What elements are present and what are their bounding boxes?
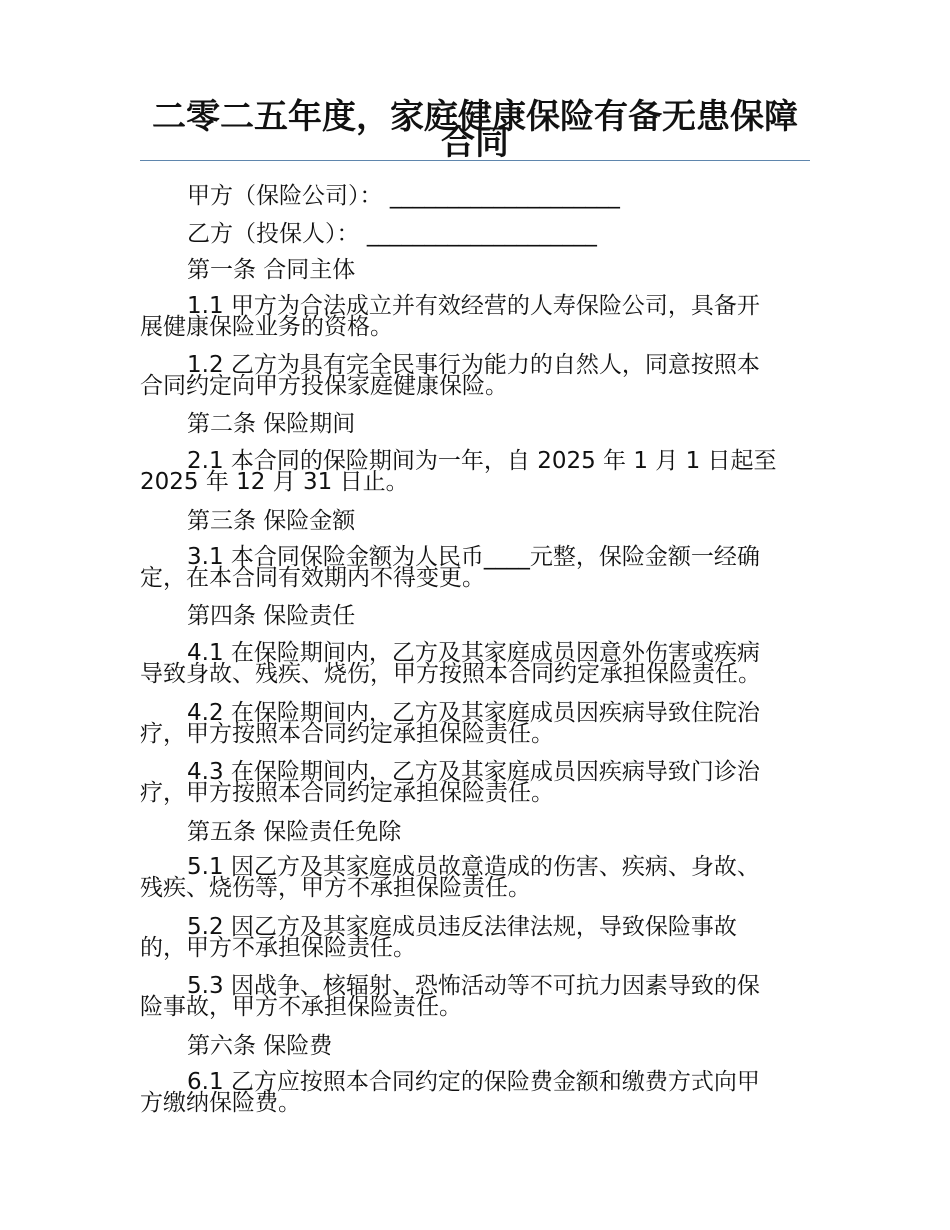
- clause-4-1: [140, 640, 810, 687]
- clause-4-3-line-1: 4.3 在保险期间内，乙方及其家庭成员因疾病导致门诊治: [187, 759, 760, 785]
- clause-4-3: [140, 759, 810, 806]
- clause-3-1-line-1: 3.1 本合同保险金额为人民币____元整，保险金额一经确: [187, 544, 760, 570]
- article-5-heading: 第五条 保险责任免除: [187, 819, 402, 845]
- clause-5-2-line-1: 5.2 因乙方及其家庭成员违反法律法规，导致保险事故: [187, 914, 737, 940]
- clause-1-2-line-1: 1.2 乙方为具有完全民事行为能力的自然人，同意按照本: [187, 352, 760, 378]
- clause-6-1-line-2: 方缴纳保险费。: [140, 1090, 301, 1116]
- clause-5-1-line-2: 残疾、烧伤等，甲方不承担保险责任。: [140, 875, 531, 901]
- party-a-line: [187, 184, 810, 208]
- document-title: 二零二五年度，家庭健康保险有备无患保障合同: [152, 97, 798, 163]
- clause-3-1-line-2: 定，在本合同有效期内不得变更。: [140, 565, 485, 591]
- clause-4-1-line-1: 4.1 在保险期间内，乙方及其家庭成员因意外伤害或疾病: [187, 640, 760, 666]
- clause-1-1-line-2: 展健康保险业务的资格。: [140, 314, 393, 340]
- clause-4-2-line-1: 4.2 在保险期间内，乙方及其家庭成员因疾病导致住院治: [187, 700, 760, 726]
- clause-1-1: [140, 293, 810, 340]
- clause-4-2-line-2: 疗，甲方按照本合同约定承担保险责任。: [140, 721, 554, 747]
- clause-5-3-line-1: 5.3 因战争、核辐射、恐怖活动等不可抗力因素导致的保: [187, 973, 760, 999]
- clause-3-1: [140, 544, 810, 591]
- clause-5-1-line-1: 5.1 因乙方及其家庭成员故意造成的伤害、疾病、身故、: [187, 854, 760, 880]
- party-a-label: 甲方（保险公司）：: [187, 183, 383, 209]
- clause-5-3-line-2: 险事故，甲方不承担保险责任。: [140, 994, 462, 1020]
- party-b-blank: ____________________: [366, 221, 597, 247]
- clause-1-1-line-1: 1.1 甲方为合法成立并有效经营的人寿保险公司，具备开: [187, 293, 760, 319]
- clause-5-2-line-2: 的，甲方不承担保险责任。: [140, 935, 416, 961]
- clause-1-2: [140, 352, 810, 399]
- clause-2-1-line-1: 2.1 本合同的保险期间为一年，自 2025 年 1 月 1 日起至: [187, 448, 777, 474]
- clause-4-3-line-2: 疗，甲方按照本合同约定承担保险责任。: [140, 780, 554, 806]
- clause-2-1-line-2: 2025 年 12 月 31 日止。: [140, 469, 409, 495]
- party-a-blank: ____________________: [389, 183, 620, 209]
- clause-1-2-line-2: 合同约定向甲方投保家庭健康保险。: [140, 373, 508, 399]
- article-4-heading: 第四条 保险责任: [187, 603, 356, 629]
- clause-6-1: [140, 1069, 810, 1116]
- title-divider: [140, 160, 810, 161]
- article-3-heading: 第三条 保险金额: [187, 508, 356, 534]
- clause-6-1-line-1: 6.1 乙方应按照本合同约定的保险费金额和缴费方式向甲: [187, 1069, 760, 1095]
- clause-5-2: [140, 914, 810, 961]
- article-6-heading: 第六条 保险费: [187, 1033, 333, 1059]
- article-1-heading: 第一条 合同主体: [187, 257, 356, 283]
- clause-4-2: [140, 700, 810, 747]
- clause-4-1-line-2: 导致身故、残疾、烧伤，甲方按照本合同约定承担保险责任。: [140, 661, 761, 687]
- party-b-label: 乙方（投保人）：: [187, 221, 360, 247]
- clause-5-3: [140, 973, 810, 1020]
- clause-5-1: [140, 854, 810, 901]
- clause-2-1: [140, 448, 810, 495]
- party-b-line: [187, 222, 810, 246]
- article-2-heading: 第二条 保险期间: [187, 411, 356, 437]
